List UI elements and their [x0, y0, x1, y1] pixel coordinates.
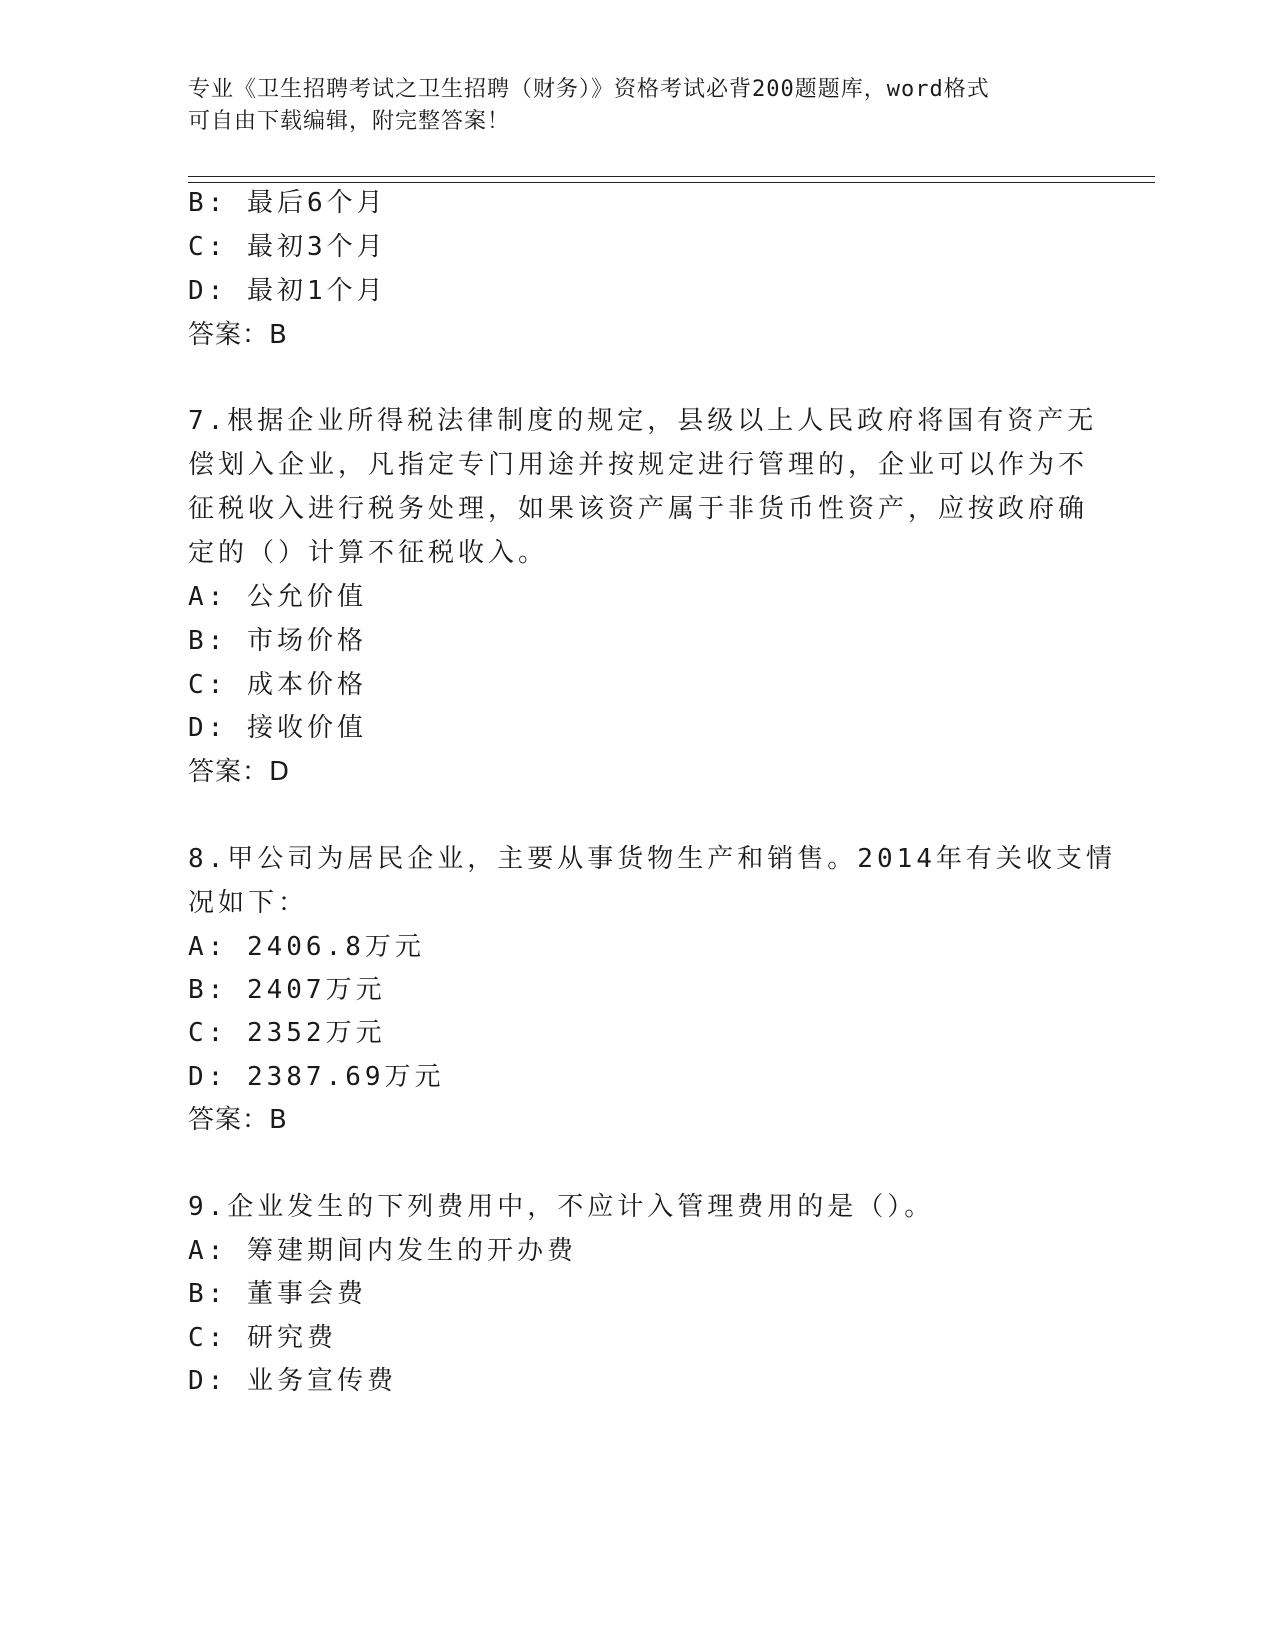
q7-stem-line-3: 征税收入进行税务处理，如果该资产属于非货币性资产，应按政府确 — [188, 494, 1089, 524]
q8-option-b: B: 2407万元 — [188, 975, 386, 1005]
document-header — [188, 74, 1088, 138]
q8-stem-line-2: 况如下： — [188, 888, 309, 918]
q9-option-a: A: 筹建期间内发生的开办费 — [188, 1236, 577, 1266]
q7-stem-line-1: 7.根据企业所得税法律制度的规定，县级以上人民政府将国有资产无 — [188, 406, 1098, 436]
q7-option-b: B: 市场价格 — [188, 626, 367, 656]
q7-stem-line-2: 偿划入企业，凡指定专门用途并按规定进行管理的，企业可以作为不 — [188, 450, 1089, 480]
q7-option-a: A: 公允价值 — [188, 582, 367, 612]
q8-answer: 答案：B — [188, 1105, 288, 1135]
q8-option-c: C: 2352万元 — [188, 1018, 386, 1048]
q8-option-a: A: 2406.8万元 — [188, 932, 425, 962]
header-line-2: 可自由下载编辑，附完整答案！ — [188, 109, 511, 134]
q7-stem-line-4: 定的（）计算不征税收入。 — [188, 538, 549, 568]
header-divider-top — [188, 176, 1155, 177]
q9-option-d: D: 业务宣传费 — [188, 1366, 397, 1396]
q7-option-c: C: 成本价格 — [188, 670, 367, 700]
q6-option-c: C: 最初3个月 — [188, 232, 387, 262]
header-line-1: 专业《卫生招聘考试之卫生招聘（财务）》资格考试必背200题题库，word格式 — [188, 77, 990, 102]
q9-option-b: B: 董事会费 — [188, 1279, 367, 1309]
q8-option-d: D: 2387.69万元 — [188, 1062, 445, 1092]
q7-option-d: D: 接收价值 — [188, 713, 367, 743]
q8-stem-line-1: 8.甲公司为居民企业，主要从事货物生产和销售。2014年有关收支情 — [188, 844, 1116, 874]
q6-option-d: D: 最初1个月 — [188, 276, 387, 306]
q9-stem-line-1: 9.企业发生的下列费用中，不应计入管理费用的是（）。 — [188, 1192, 935, 1222]
q6-answer: 答案：B — [188, 320, 288, 350]
q7-answer: 答案：D — [188, 757, 291, 787]
q6-option-b: B: 最后6个月 — [188, 188, 387, 218]
q9-option-c: C: 研究费 — [188, 1323, 337, 1353]
